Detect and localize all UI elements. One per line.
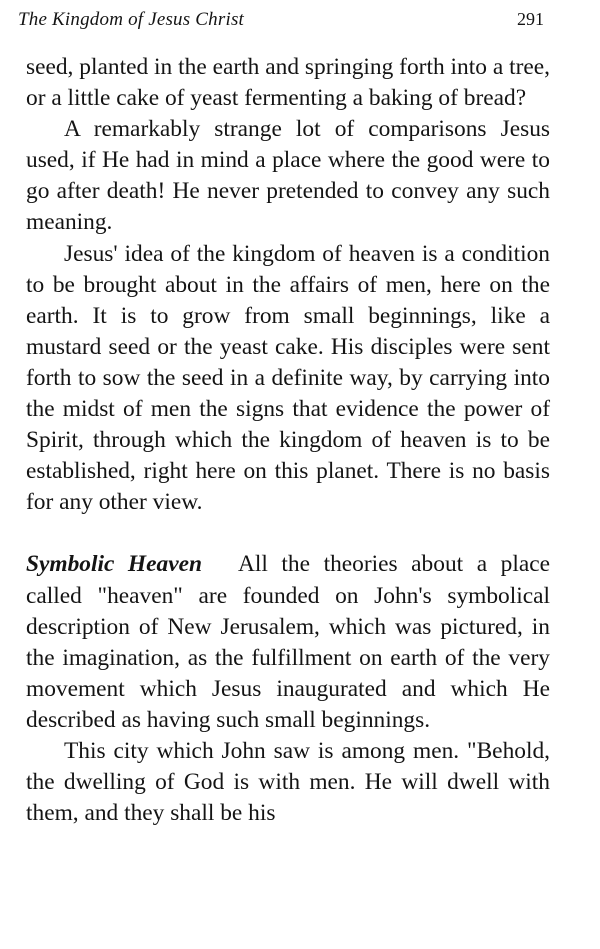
- paragraph-5: This city which John saw is among men. "Behold, the dwelling of God is with men. He will dwell with them, and they shall be his: [26, 737, 550, 827]
- body-text: [26, 52, 550, 829]
- running-title: The Kingdom of Jesus Christ: [18, 9, 245, 30]
- section-gap: [26, 518, 550, 549]
- paragraph-4-text: All the theories about a place called "heaven" are founded on John's symbolical description of New Jerusalem, which was pictured, in the imagination, as the fulfillment on earth of the very movement which Jesus inaugurated and which He described as having such small beginnings.: [26, 551, 550, 733]
- running-head: [18, 4, 544, 35]
- paragraph-3: Jesus' idea of the kingdom of heaven is a condition to be brought about in the affairs of men, here on the earth. It is to grow from small beginnings, like a mustard seed or the yeast cake. His disciples were sent forth to sow the seed in a definite way, by carrying into the midst of men the signs that evidence the power of Spirit, through which the kingdom of heaven is to be established, right here on this planet. There is no basis for any other view.: [26, 240, 550, 516]
- page-number: 291: [517, 9, 544, 29]
- paragraph-1: seed, planted in the earth and springing forth into a tree, or a little cake of yeast fermenting a baking of bread?: [26, 54, 550, 112]
- section-heading: Symbolic Heaven: [26, 551, 202, 578]
- paragraph-4: [26, 549, 550, 736]
- paragraph-2: A remarkably strange lot of comparisons Jesus used, if He had in mind a place where the good were to go after death! He never pretended to convey any such meaning.: [26, 116, 550, 236]
